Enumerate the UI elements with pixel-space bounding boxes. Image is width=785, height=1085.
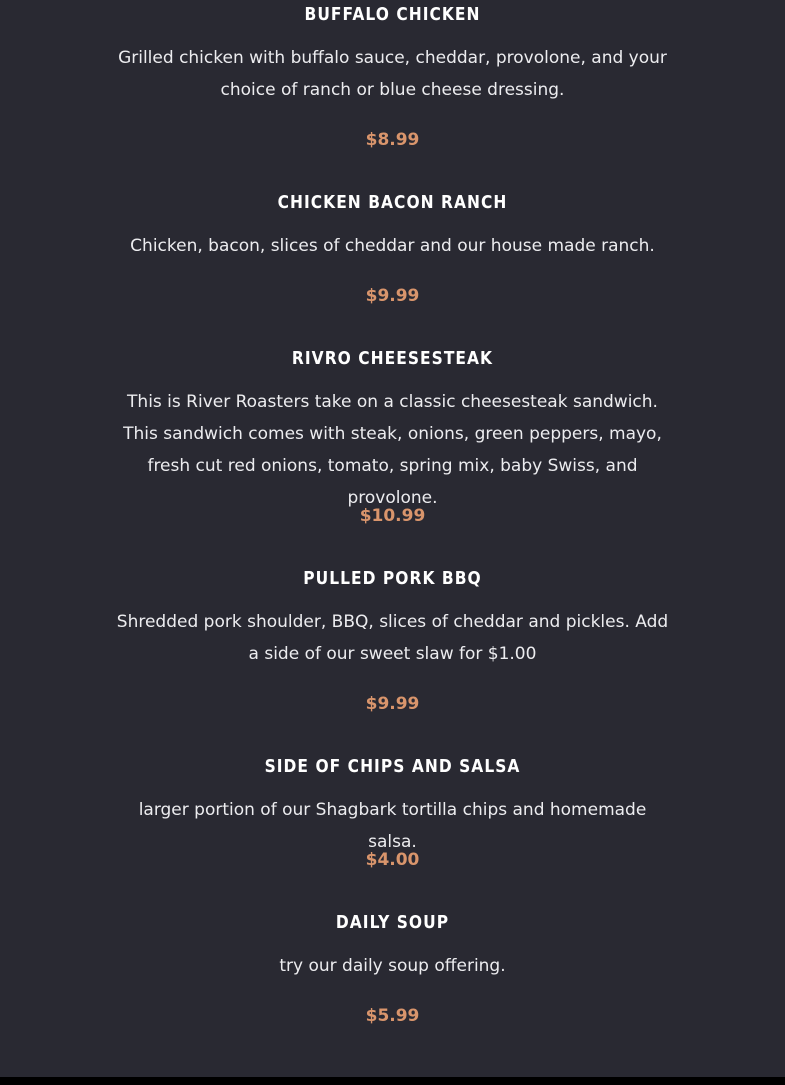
- menu-item-price: $9.99: [365, 286, 420, 306]
- menu-item-price: $5.99: [365, 1006, 420, 1026]
- menu-item-description: try our daily soup offering.: [279, 956, 506, 976]
- menu-item-description: This is River Roasters take on a classic cheesesteak sandwich. This sandwich comes with steak, onions, green peppers, mayo, fresh cut red onions, tomato, spring mix, baby Swiss, and provolone.: [123, 392, 662, 508]
- menu-item-title: DAILY SOUP: [335, 912, 450, 933]
- menu-item-description: Chicken, bacon, slices of cheddar and our house made ranch.: [130, 236, 655, 256]
- menu-item-description: Shredded pork shoulder, BBQ, slices of cheddar and pickles. Add a side of our sweet slaw for $1.00: [116, 612, 669, 664]
- menu-item-price: $8.99: [365, 130, 420, 150]
- menu-item-title: BUFFALO CHICKEN: [304, 4, 481, 25]
- footer-divider: [0, 1077, 785, 1085]
- menu-item-title: SIDE OF CHIPS AND SALSA: [264, 756, 521, 777]
- menu-item-title: RIVRO CHEESESTEAK: [291, 348, 494, 369]
- menu-item-title: PULLED PORK BBQ: [303, 568, 482, 589]
- menu-item-description: Grilled chicken with buffalo sauce, cheddar, provolone, and your choice of ranch or blue cheese dressing.: [118, 48, 667, 100]
- menu-item-title: CHICKEN BACON RANCH: [277, 192, 508, 213]
- menu-item-price: $10.99: [359, 506, 426, 526]
- menu-item-price: $9.99: [365, 694, 420, 714]
- menu-item-price: $4.00: [365, 850, 420, 870]
- menu-item-description: larger portion of our Shagbark tortilla chips and homemade salsa.: [138, 800, 647, 852]
